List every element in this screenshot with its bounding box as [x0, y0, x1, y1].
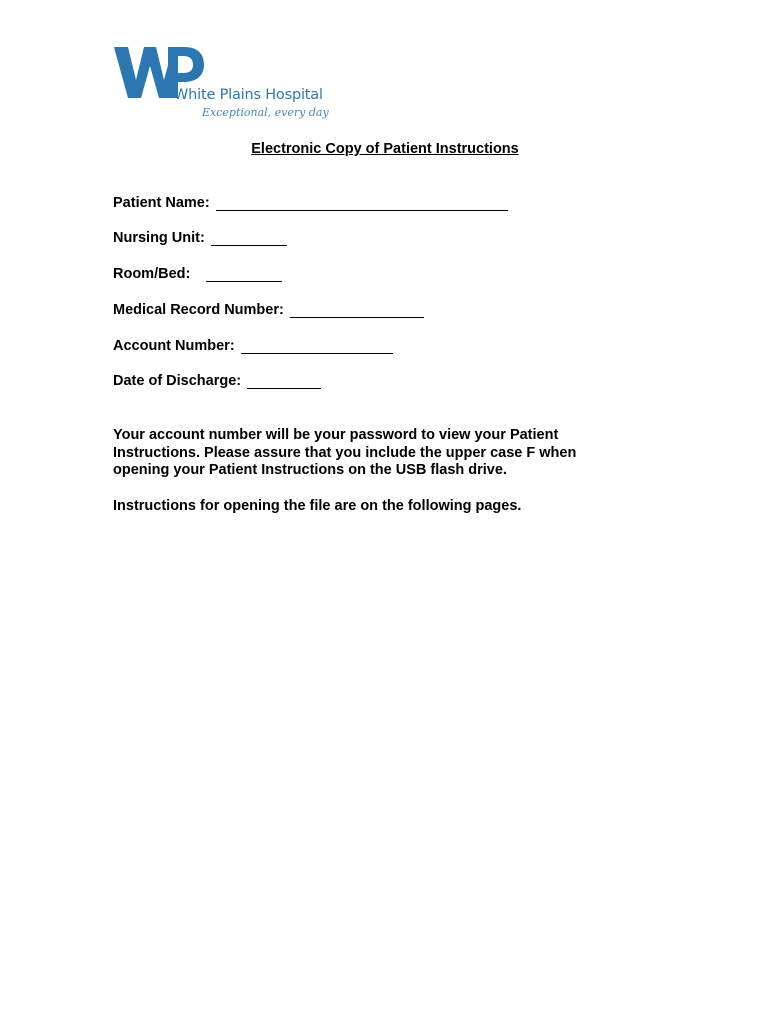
document-title: Electronic Copy of Patient Instructions	[251, 141, 519, 157]
nursing-unit-field	[113, 230, 287, 246]
room-bed-label: Room/Bed:	[113, 266, 191, 282]
account-number-field	[113, 338, 393, 354]
account-number-label: Account Number:	[113, 338, 235, 354]
date-of-discharge-blank	[247, 374, 321, 389]
medical-record-number-field	[113, 302, 424, 318]
medical-record-number-blank	[290, 303, 424, 318]
patient-name-blank	[216, 196, 508, 211]
medical-record-number-label: Medical Record Number:	[113, 302, 284, 318]
instructions-paragraph: Instructions for opening the file are on the following pages.	[113, 498, 522, 514]
logo-tagline: Exceptional, every day	[202, 106, 329, 119]
nursing-unit-blank	[211, 231, 287, 246]
password-paragraph: Your account number will be your password to view your Patient Instructions. Please assure that you include the upper case F when opening your Patient Instructions on the USB flash drive.	[113, 427, 577, 478]
date-of-discharge-field	[113, 373, 321, 389]
logo-name: White Plains Hospital	[174, 87, 323, 103]
date-of-discharge-label: Date of Discharge:	[113, 373, 242, 389]
hospital-logo	[112, 44, 329, 124]
room-bed-field	[113, 266, 282, 282]
patient-name-label: Patient Name:	[113, 195, 210, 211]
account-number-blank	[241, 339, 393, 354]
room-bed-blank	[206, 267, 282, 282]
nursing-unit-label: Nursing Unit:	[113, 230, 205, 246]
patient-name-field	[113, 195, 508, 211]
